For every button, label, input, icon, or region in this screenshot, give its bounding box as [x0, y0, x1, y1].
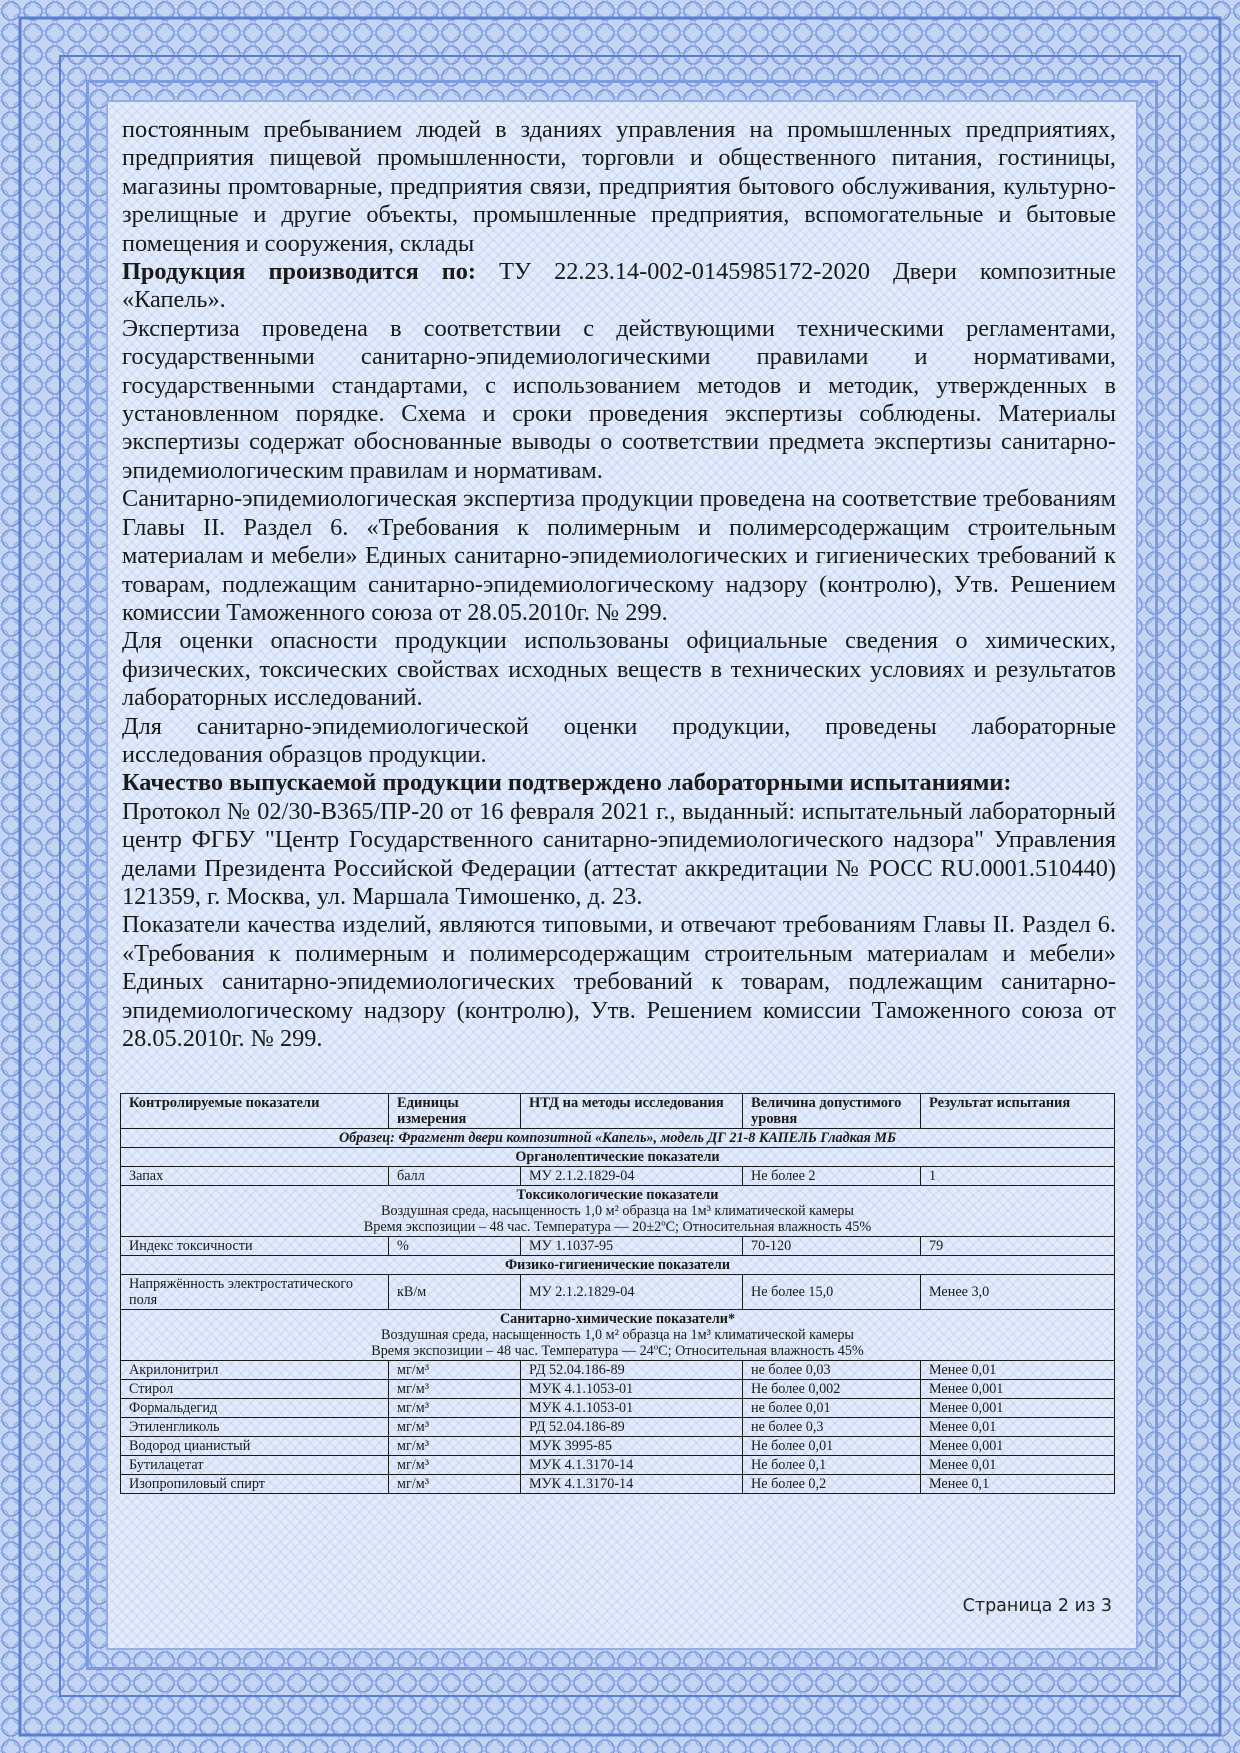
cell-allowed: не более 0,03: [743, 1361, 921, 1380]
produced-by-label: Продукция производится по:: [122, 258, 477, 286]
cell-allowed: Не более 0,1: [743, 1456, 921, 1475]
group-chemical-conditions-2: Время экспозиции – 48 час. Температура — 24ºС; Относительная влажность 45%: [371, 1343, 864, 1359]
cell-allowed: не более 0,3: [743, 1418, 921, 1437]
header-allowed-level: Величина допустимого уровня: [743, 1094, 921, 1129]
group-toxicological-title: Токсикологические показатели: [516, 1187, 719, 1203]
table-row: [121, 1275, 1115, 1310]
cell-units: мг/м³: [389, 1399, 521, 1418]
cell-result: Менее 0,001: [921, 1380, 1115, 1399]
table-row: [121, 1237, 1115, 1256]
cell-indicator: Изопропиловый спирт: [121, 1475, 389, 1494]
table-row: [121, 1418, 1115, 1437]
cell-allowed: 70-120: [743, 1237, 921, 1256]
cell-method: РД 52.04.186-89: [521, 1361, 743, 1380]
cell-units: %: [389, 1237, 521, 1256]
table-row: [121, 1361, 1115, 1380]
cell-units: мг/м³: [389, 1380, 521, 1399]
cell-indicator: Бутилацетат: [121, 1456, 389, 1475]
cell-units: мг/м³: [389, 1361, 521, 1380]
cell-indicator: Акрилонитрил: [121, 1361, 389, 1380]
cell-units: мг/м³: [389, 1456, 521, 1475]
paragraph-produced-by: [122, 258, 1116, 315]
cell-units: мг/м³: [389, 1475, 521, 1494]
cell-indicator: Этиленгликоль: [121, 1418, 389, 1437]
header-method: НТД на методы исследования: [521, 1094, 743, 1129]
group-toxicological-conditions-2: Время экспозиции – 48 час. Температура — 20±2ºС; Относительная влажность 45%: [363, 1219, 872, 1235]
cell-allowed: Не более 15,0: [743, 1275, 921, 1310]
header-units: Единицы измерения: [389, 1094, 521, 1129]
cell-result: 79: [921, 1237, 1115, 1256]
cell-allowed: Не более 0,2: [743, 1475, 921, 1494]
sample-description: Образец: Фрагмент двери композитной «Капель», модель ДГ 21-8 КАПЕЛЬ Гладкая МБ: [121, 1129, 1115, 1148]
cell-method: МУК 4.1.3170-14: [521, 1475, 743, 1494]
cell-result: Менее 0,01: [921, 1418, 1115, 1437]
cell-units: кВ/м: [389, 1275, 521, 1310]
table-row: [121, 1380, 1115, 1399]
quality-heading: Качество выпускаемой продукции подтверждено лабораторными испытаниями:: [122, 769, 1012, 797]
table-row: [121, 1456, 1115, 1475]
cell-method: МУК 4.1.1053-01: [521, 1399, 743, 1418]
document-body: [122, 116, 1116, 1053]
cell-method: МУ 2.1.2.1829-04: [521, 1275, 743, 1310]
cell-method: РД 52.04.186-89: [521, 1418, 743, 1437]
group-organoleptic: Органолептические показатели: [121, 1148, 1115, 1167]
cell-result: Менее 0,001: [921, 1399, 1115, 1418]
cell-allowed: Не более 2: [743, 1167, 921, 1186]
cell-method: МУК 3995-85: [521, 1437, 743, 1456]
header-result: Результат испытания: [921, 1094, 1115, 1129]
page-number: Страница 2 из 3: [962, 1596, 1112, 1616]
group-chemical-conditions-1: Воздушная среда, насыщенность 1,0 м² образца на 1м³ климатической камеры: [381, 1327, 854, 1343]
table-row: [121, 1475, 1115, 1494]
cell-units: балл: [389, 1167, 521, 1186]
paragraph-lab-studies: Для санитарно-эпидемиологической оценки продукции, проведены лабораторные исследования образцов продукции.: [122, 712, 1116, 768]
table-row: [121, 1167, 1115, 1186]
paragraph-usage: постоянным пребыванием людей в зданиях управления на промышленных предприятиях, предприятия пищевой промышленности, торговли и общественного питания, гостиницы, магазины промтоварные, предприятия связи, предприятия бытового обслуживания, культурно-зрелищные и другие объекты, промышленные предприятия, вспомогательные и бытовые помещения и сооружения, склады: [122, 116, 1116, 257]
cell-allowed: Не более 0,01: [743, 1437, 921, 1456]
cell-result: Менее 3,0: [921, 1275, 1115, 1310]
table-row: [121, 1399, 1115, 1418]
cell-indicator: Индекс токсичности: [121, 1237, 389, 1256]
produced-by-value: ТУ 22.23.14-002-0145985172-2020 Двери композитные «Капель».: [122, 258, 1116, 314]
group-toxicological-conditions-1: Воздушная среда, насыщенность 1,0 м² образца на 1м³ климатической камеры: [381, 1203, 854, 1219]
cell-method: МУК 4.1.3170-14: [521, 1456, 743, 1475]
group-toxicological: [121, 1186, 1115, 1237]
cell-allowed: не более 0,01: [743, 1399, 921, 1418]
cell-result: Менее 0,001: [921, 1437, 1115, 1456]
cell-method: МУ 1.1037-95: [521, 1237, 743, 1256]
cell-allowed: Не более 0,002: [743, 1380, 921, 1399]
cell-result: 1: [921, 1167, 1115, 1186]
group-chemical: [121, 1310, 1115, 1361]
cell-indicator: Формальдегид: [121, 1399, 389, 1418]
cell-indicator: Напряжённость электростатического поля: [121, 1275, 389, 1310]
cell-result: Менее 0,01: [921, 1361, 1115, 1380]
cell-units: мг/м³: [389, 1437, 521, 1456]
test-results-table: [120, 1093, 1115, 1494]
group-chemical-title: Санитарно-химические показатели*: [499, 1311, 736, 1327]
paragraph-expertise: Экспертиза проведена в соответствии с действующими техническими регламентами, государственными санитарно-эпидемиологическими правилами и нормативами, государственными стандартами, с использованием методов и методик, утвержденных в установленном порядке. Схема и сроки проведения экспертизы соблюдены. Материалы экспертизы содержат обоснованные выводы о соответствии предмета экспертизы санитарно-эпидемиологическим правилам и нормативам.: [122, 314, 1116, 484]
paragraph-protocol: Протокол № 02/30-В365/ПР-20 от 16 февраля 2021 г., выданный: испытательный лабораторный центр ФГБУ "Центр Государственного санитарно-эпидемиологического надзора" Управления делами Президента Российской Федерации (аттестат аккредитации № РОСС RU.0001.510440) 121359, г. Москва, ул. Маршала Тимошенко, д. 23.: [122, 797, 1116, 910]
cell-indicator: Водород цианистый: [121, 1437, 389, 1456]
table-header-row: [121, 1094, 1115, 1129]
cell-indicator: Запах: [121, 1167, 389, 1186]
cell-indicator: Стирол: [121, 1380, 389, 1399]
table-row: [121, 1437, 1115, 1456]
header-indicator: Контролируемые показатели: [121, 1094, 389, 1129]
paragraph-hazard-assessment: Для оценки опасности продукции использованы официальные сведения о химических, физических, токсических свойствах исходных веществ в технических условиях и результатов лабораторных исследований.: [122, 627, 1116, 712]
paragraph-sanitary-expertise: Санитарно-эпидемиологическая экспертиза продукции проведена на соответствие требованиям Главы II. Раздел 6. «Требования к полимерным и полимерсодержащим строительным материалам и мебели» Единых санитарно-эпидемиологических и гигиенических требований к товарам, подлежащим санитарно-эпидемиологическому надзору (контролю), Утв. Решением комиссии Таможенного союза от 28.05.2010г. № 299.: [122, 485, 1116, 626]
paragraph-quality-indicators: Показатели качества изделий, являются типовыми, и отвечают требованиям Главы II. Раздел 6. «Требования к полимерным и полимерсодержащим строительным материалам и мебели» Единых санитарно-эпидемиологических требований к товарам, подлежащим санитарно-эпидемиологическому надзору (контролю), Утв. Решением комиссии Таможенного союза от 28.05.2010г. № 299.: [122, 911, 1116, 1052]
cell-method: МУК 4.1.1053-01: [521, 1380, 743, 1399]
cell-result: Менее 0,01: [921, 1456, 1115, 1475]
cell-units: мг/м³: [389, 1418, 521, 1437]
cell-result: Менее 0,1: [921, 1475, 1115, 1494]
cell-method: МУ 2.1.2.1829-04: [521, 1167, 743, 1186]
chemical-rows: [121, 1361, 1115, 1494]
group-physical: Физико-гигиенические показатели: [121, 1256, 1115, 1275]
